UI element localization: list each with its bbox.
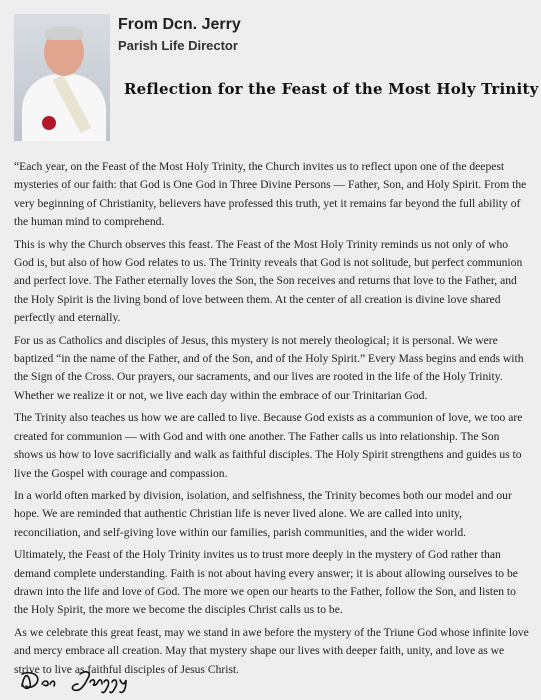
paragraph: As we celebrate this great feast, may we stand in awe before the mystery of the Triune God whose infinite love and mercy embrace all creation. May that mystery shape our lives with deeper faith, unity, and love as we strive to live as faithful disciples of Jesus Christ.	[14, 625, 529, 676]
author-role: Parish Life Director	[118, 38, 238, 53]
paragraph: “Each year, on the Feast of the Most Holy Trinity, the Church invites us to reflect upon one of the deepest mysteries of our faith: that God is One God in Three Divine Persons — Father, Son, and Holy Spirit. From the very beginning of Christianity, believers have professed this truth, yet it remains far beyond the full ability of the human mind to comprehend.	[14, 160, 527, 229]
photo-rose	[42, 116, 56, 130]
author-name: From Dcn. Jerry	[118, 16, 241, 33]
paragraph: In a world often marked by division, isolation, and selfishness, the Trinity becomes both our model and our hope. We are reminded that authentic Christian life is never lived alone. We are called into unity, reconciliation, and self-giving love within our families, parish communities, and the wider world.	[14, 488, 512, 539]
paragraph: For us as Catholics and disciples of Jesus, this mystery is not merely theological; it is personal. We were baptized “in the name of the Father, and of the Son, and of the Holy Spirit.” Every Mass begins and ends with the Sign of the Cross. Our prayers, our sacraments, and our lives are rooted in the life of the Holy Trinity. Whether we realize it or not, we live each day within the embrace of our Trinitarian God.	[14, 333, 524, 402]
paragraph: Ultimately, the Feast of the Holy Trinity invites us to trust more deeply in the mystery of God rather than demand complete understanding. Faith is not about having every answer; it is about allowing ourselves to be drawn into the life and love of God. The more we open our hearts to the Father, follow the Son, and listen to the Holy Spirit, the more we become the disciples Christ calls us to be.	[14, 548, 518, 617]
reflection-body	[14, 158, 529, 683]
page-title: Reflection for the Feast of the Most Holy Trinity	[124, 80, 539, 98]
paragraph: This is why the Church observes this feast. The Feast of the Most Holy Trinity reminds us not only of who God is, but also of how God relates to us. The Trinity reveals that God is not solitude, but perfect communion and perfect love. The Father eternally loves the Son, the Son receives and returns that love to the Father, and the Holy Spirit is the living bond of love between them. At the center of all creation is divine love shared perfectly and eternally.	[14, 237, 523, 325]
paragraph: The Trinity also teaches us how we are called to live. Because God exists as a communion of love, we too are created for communion — with God and with one another. The Father calls us into relationship. The Son shows us how to love sacrificially and walk as faithful disciples. The Holy Spirit strengthens and guides us to live the Gospel with courage and compassion.	[14, 411, 523, 480]
author-photo	[14, 14, 110, 141]
signature-drawing	[18, 668, 138, 694]
handwritten-signature	[18, 668, 138, 699]
photo-hair	[45, 26, 83, 40]
